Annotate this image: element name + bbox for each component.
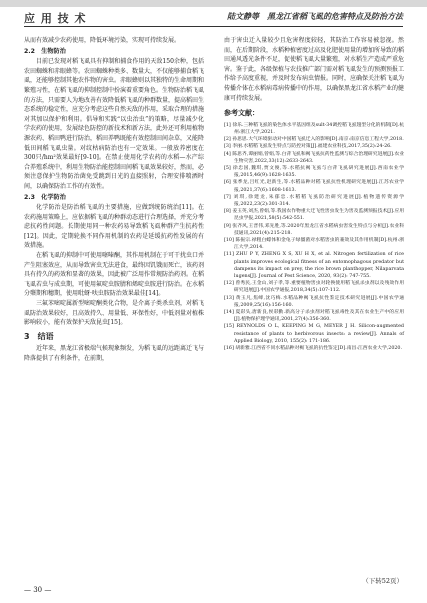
references-heading: 参考文献：: [224, 109, 259, 118]
reference-item: [12] 曾秀民,王金山,刘子孝,等.重要植物害虫对轮换使用稻飞虱杀虫剂以及残效作用研究进展[J].中国农学通报,2018,34(5):107-112.: [224, 281, 404, 294]
paragraph: 由于害虫迁入量较少且危害程度较轻，其防治工作容易被忽视。然而，在后期阶段，水稻种植密度过高及化肥使用量的增加所导致的稻田通风透光条件不足，促使稻飞虱大量繁殖，对水稻生产造成严重危害。鉴于此，各级保植与农技推广部门需对稻飞虱发生的预测预报工作给予高度重视，并及时发布病虫情报。同时，应确保关注稻飞虱为传播介体在水稻病毒病传播中的作用，以确保黑龙江省水稻产业的健康可持续发展。: [224, 37, 405, 102]
reference-item: [9] 张齐风,王晋伟,邓先胜,等.2020年黑龙江省水稻病虫害发生特点与分析[J].农业科技通讯,2021(4):215-218.: [224, 223, 404, 236]
reference-item: [16] 胡新雅.江西省不同水稻品种对褐飞虱的抗性鉴定[D].南昌:江西农业大学,2020.: [224, 346, 402, 352]
paragraph: 三氟苯嘧啶属新型嘧啶酮类化合物，是介离子类杀虫剂，对稻飞虱防治效果较好，且高效持久、用量低、环保性好，中低剂量对植株影响较小，能有效保护天敌昆虫[15]。: [24, 300, 205, 327]
reference-item: [13] 黄玉凡,焦峰,沈巧梅.水稻品种褐飞虱抗性鉴定技术研究进展[J].中国农学通报,2009,25(16):156-160.: [224, 295, 404, 308]
reference-item: [15] REYNOLDS O L, KEEPING M G, MEYER J H. Silicon-augmented resistance of plants to herbivorous insects: a review[J]. Annals of Applied Biology, 2010, 155(2): 171-186.: [224, 324, 404, 344]
reference-item: [6] 张季龙,吕红光,赵新生,等.水稻品种对稻飞虱抗性机理研究进展[J].江苏农业学报,2021,37(6):1608-1613.: [224, 180, 404, 193]
journal-section-title: 应 用 技 术: [24, 12, 87, 25]
section-heading-3: 3 结语: [24, 331, 54, 341]
reference-list: [224, 122, 404, 353]
reference-item: [3] 李丽.水稻稻飞虱发生特点与防控对策[J].福建农业科技,2017,35(2):24-26.: [224, 144, 392, 150]
page-footer: [24, 577, 403, 598]
reference-item: [5] 徐忠国,魏琪,贾文俊,等.水稻抗褐飞虱与白背飞虱研究进展[J].西南农业学报,2015,46(9):1628-1635.: [224, 165, 404, 179]
running-title: 陆文静等 黑龙江省稻飞虱的危害特点及防治方法: [227, 12, 403, 21]
section-heading-2-2: 2.2 生物防治: [24, 47, 66, 55]
paragraph: 从而有效减少农药使用，降低环境污染，实现可持续发展。: [24, 37, 181, 44]
reference-item: [14] 夏彩头,唐新良,侯彩勤.新高分子杀虫剂对稻飞虱毒性及其在农业生产中的应用[J].植物保护理学通讯,2001,27(4):356-360.: [224, 310, 404, 323]
paragraph: 在稻飞虱的抑制中可使用噻嗪酮，其作用机制在于可干扰虫口并产生阻塞效应，从而导致害虫无法进食，最终因饥饿而死亡，该药剂具有持久的药效和显著的效果，因此被广泛用作常规防治药剂。在稻飞虱若虫与成虫期，可使用氟啶虫胺腈和烯啶虫胺进行防治。在水稻分蘖期和穗期，使用吡蚜·呋虫胺防治效果最佳[14]。: [24, 252, 205, 298]
continued-note: （下转52页）: [362, 577, 403, 585]
right-column: [224, 36, 404, 352]
reference-item: [1] 徐乐.三种稻飞虱的染色体水平基因组及sult-34调控稻飞虱翅型分化的机制[D].杭州:浙江大学,2021.: [224, 122, 404, 135]
page-header: [0, 0, 427, 30]
reference-item: [4] 陈思齐,谭丽娟,曾娟,等.白背飞虱和褐飞虱抗药性监测与综合治理研究进展[J].农业生物灾害,2022,33(12):2633-2643.: [224, 151, 404, 164]
reference-item: [2] 孙思思.大气环境驱动对中国稻飞虱迁入的影响[D].南京:南京信息工程大学,2018.: [224, 137, 404, 143]
section-heading-2-3: 2.3 化学防治: [24, 193, 66, 201]
left-column: [24, 36, 204, 364]
paragraph: 近年来，黑龙江省极端气候现象频发，为稻飞虱的远距离迁飞与降落提供了有利条件，在前期，: [24, 345, 205, 362]
reference-item: [8] 姜玉英,刘杰,曾娟,等.我国农作物重大迁飞性害虫发生为害及监测预报技术[J].应用昆虫学报,2021,58(5):542-551.: [224, 209, 404, 222]
paragraph: 目前已发现对稻飞虱具有抑制和捕食作用的天敌150余种，包括农田蜘蛛和赤眼蜂等。农田蜘蛛种类多、数量大，不仅能够捕食稻飞虱，还能够控制其他农作物的害虫。赤眼蜂则以其独特的生命周期和繁殖习性，在稻飞虱的抑制控制中扮演着重要角色。生物防治稻飞虱的方法，只需要人为地改善有效降低稻飞虱的种群数量，提高稻田生态系统的稳定性，应充分考虑这些自然天敌的作用，采取合理的措施对其加以保护和利用。倡导和实践“以虫治虫”的策略，尽量减少化学农药的使用，发展绿色防控的新技术和新方法，此外还可利用植物源农药、稻田鸭进行防治，稻田养鸭既能有效控制田间杂草，又能降低田间稻飞虱虫量。对纹枯病防治也有一定效果。一般放养密度在300只/hm²效果最好[9-10]。在禁止使用化学农药的水稻—水产综合养殖系统中，利用生物防治能控制田间稻飞虱效果较好，然而，必须注意保护生物防治菌免受跳到日光的直接照射，合理安排喷洒时间，以确保防治工作的有效性。: [24, 58, 205, 190]
header-rule: [24, 26, 403, 27]
reference-item: [10] 陈振宗.禄粗白蠓体和金龟子绿僵菌对水稻害虫的兼效及其作用机制[D].杭州:浙江大学,2014.: [224, 238, 404, 251]
header-strip: [0, 0, 427, 7]
page-number: — 30 —: [24, 586, 52, 594]
reference-item: [7] 刘琪,徐建龙,朱郁忠.水稻稻飞虱防治研究进展[J].植物遗传资源学报,2022,23(2):301-314.: [224, 194, 404, 207]
reference-item: [11] ZHU P Y, ZHENG X S, XU H X, et al. Nitrogen fertilization of rice plants improves ecological fitness of an entomophagous predator but dampens its impact on prey, the rice brown planthopper, Nilaparvata lugens[J]. Journal of Pest Science, 2020, 93(2): 747-755.: [224, 252, 404, 280]
paragraph: 化学防治是防治稻飞虱的主要措施，应做到统防统治[11]。在农药施用策略上，应依据稻飞虱的种群动态进行合理选择，并充分考虑抗药性问题。长期使用同一种农药易导致稻飞虱种群产生抗药性[12]。因此，定期轮换不同作用机制的农药是延缓抗药性发展的有效措施。: [24, 204, 205, 250]
